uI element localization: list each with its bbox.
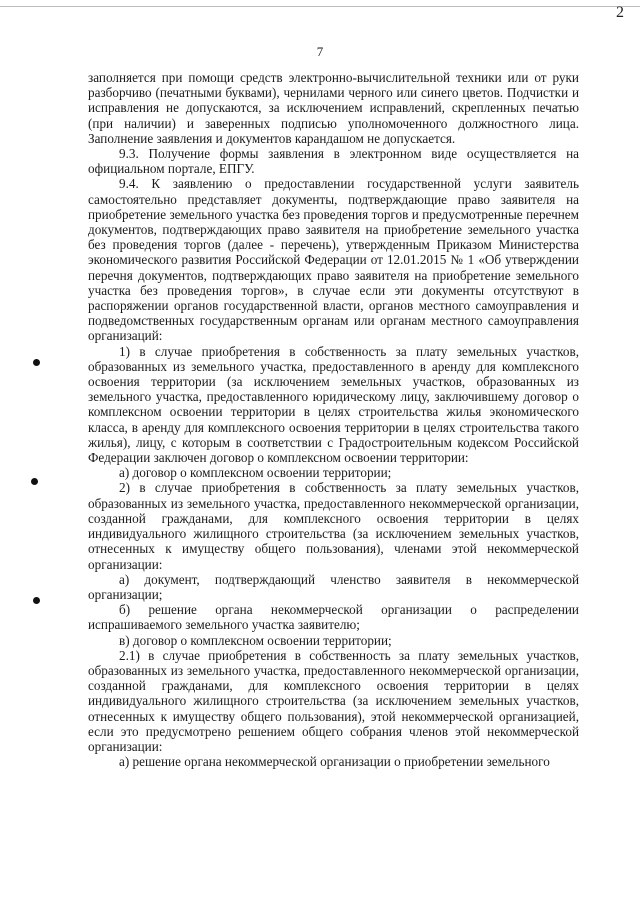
list-item-1a: а) договор о комплексном освоении территории; — [119, 465, 392, 481]
list-item-2-1: 2.1) в случае приобретения в собственность за плату земельных участков, образованных из земельного участка, предоставленного некоммерческой организации, созданной гражданами, для комплексного освоения территории в целях индивидуального жилищного строительства (за исключением земельных участков, отнесенных к имуществу общего пользования), этой некоммерческой организацией, если это предусмотрено решением общего собрания членов этой некоммерческой организации: — [88, 647, 579, 754]
punch-hole-dot — [31, 478, 38, 485]
list-item-2c: в) договор о комплексном освоении территории; — [119, 632, 392, 648]
paragraph-9-4: 9.4. К заявлению о предоставлении государственной услуги заявитель самостоятельно представляет документы, подтверждающие право заявителя на приобретение земельного участка без проведения торгов и предусмотренные перечнем документов, подтверждающих право заявителя на приобретение земельного участка без проведения торгов (далее - перечень), утвержденным Приказом Министерства экономического развития Российской Федерации от 12.01.2015 № 1 «Об утверждении перечня документов, подтверждающих право заявителя на приобретение земельного участка без проведения торгов», в случае если эти документы отсутствуют в распоряжении органов государственной власти, органов местного самоуправления и подведомственных государственным органам или органам местного самоуправления организаций: — [88, 176, 579, 344]
list-item-2-1a: а) решение органа некоммерческой организации о приобретении земельного — [119, 754, 550, 770]
scan-edge-line — [0, 6, 640, 7]
document-body — [88, 70, 579, 769]
paragraph-9-3: 9.3. Получение формы заявления в электронном виде осуществляется на официальном портале, ЕПГУ. — [88, 146, 579, 177]
paragraph-continuation: заполняется при помощи средств электронно-вычислительной техники или от руки разборчиво (печатными буквами), чернилами черного или синего цветов. Подчистки и исправления не допускаются, за исключением исправлений, скрепленных печатью (при наличии) и заверенных подписью уполномоченного должностного лица. Заполнение заявления и документов карандашом не допускается. — [88, 70, 579, 146]
list-item-2b: б) решение органа некоммерческой организации о распределении испрашиваемого земельного участка заявителю; — [88, 602, 579, 633]
list-item-1: 1) в случае приобретения в собственность за плату земельных участков, образованных из земельного участка, предоставленного в аренду для комплексного освоения территории (за исключением земельных участков, образованных из земельного участка, предоставленного юридическому лицу, заключившему договор о комплексном освоении территории в целях строительства жилья экономического класса, в аренду для комплексного освоения территории в целях строительства такого жилья), лицу, с которым в соответствии с Градостроительным кодексом Российской Федерации заключен договор о комплексном освоении территории: — [88, 343, 579, 466]
handwritten-page-mark: 2 — [616, 4, 624, 21]
page-number: 7 — [316, 44, 324, 59]
list-item-2: 2) в случае приобретения в собственность за плату земельных участков, образованных из земельного участка, предоставленного некоммерческой организации, созданной гражданами, для комплексного освоения территории в целях индивидуального жилищного строительства (за исключением земельных участков, отнесенных к имуществу общего пользования), членами этой некоммерческой организации: — [88, 480, 579, 572]
list-item-2a: а) документ, подтверждающий членство заявителя в некоммерческой организации; — [88, 571, 579, 602]
punch-hole-dot — [33, 359, 40, 366]
punch-hole-dot — [33, 597, 40, 604]
